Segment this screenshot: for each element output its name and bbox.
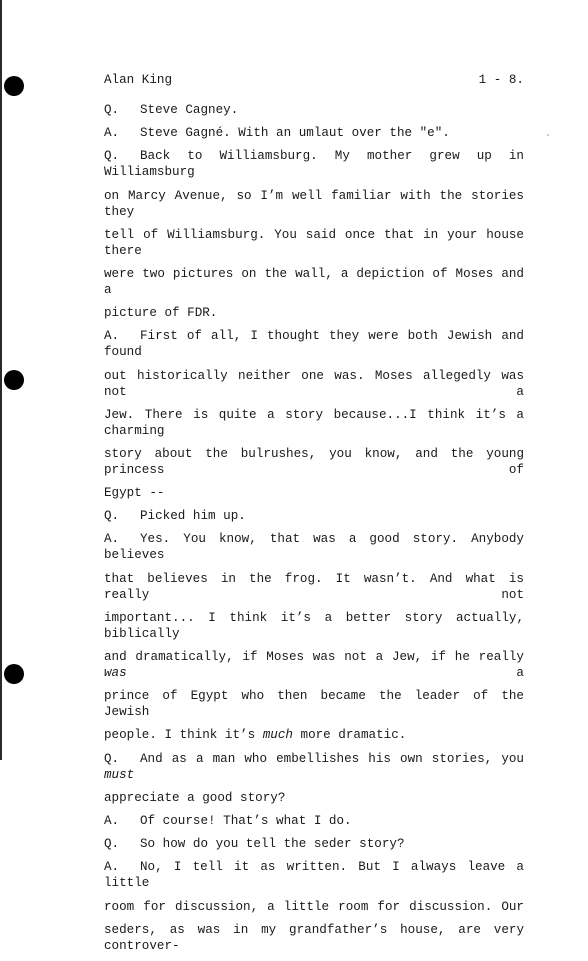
transcript-body xyxy=(104,102,524,961)
transcript-line xyxy=(104,508,524,524)
speaker-label: A. xyxy=(104,329,120,344)
transcript-line xyxy=(104,125,524,141)
line-text: were two pictures on the wall, a depiction of Moses and a xyxy=(104,266,524,297)
transcript-line xyxy=(104,266,524,298)
page-edge xyxy=(0,0,2,760)
line-text: prince of Egypt who then became the leader of the Jewish xyxy=(104,689,524,720)
speaker-label: Q. xyxy=(104,509,120,524)
line-text: Yes. You know, that was a good story. Anybody believes xyxy=(104,532,524,563)
line-text: important... I think it’s a better story actually, biblically xyxy=(104,610,524,641)
line-text: Steve Gagné. With an umlaut over the "e". xyxy=(140,126,450,141)
line-text: appreciate a good story? xyxy=(104,790,286,805)
line-text: Egypt -- xyxy=(104,486,165,501)
page-number: 1 - 8. xyxy=(478,73,524,87)
speaker-label: Q. xyxy=(104,149,120,164)
speaker-label: A. xyxy=(104,532,120,547)
transcript-line xyxy=(104,922,524,954)
transcript-line xyxy=(104,531,524,563)
line-text: people. I think it’s xyxy=(104,728,263,743)
line-text: Jew. There is quite a story because...I think it’s a charming xyxy=(104,407,524,438)
transcript-line xyxy=(104,688,524,720)
line-text: Back to Williamsburg. My mother grew up in Williamsburg xyxy=(104,149,524,180)
transcript-line xyxy=(104,328,524,360)
transcript-line xyxy=(104,836,524,852)
line-text: seders, as was in my grandfather’s house, are very controver- xyxy=(104,922,524,953)
transcript-line xyxy=(104,751,524,783)
speaker-label: Q. xyxy=(104,751,120,766)
line-text: tell of Williamsburg. You said once that in your house there xyxy=(104,227,524,258)
page-header xyxy=(104,72,524,88)
speaker-label: A. xyxy=(104,860,120,875)
speaker-label: Q. xyxy=(104,837,120,852)
transcript-line xyxy=(104,407,524,439)
binder-hole xyxy=(4,664,24,684)
line-text: Of course! That’s what I do. xyxy=(140,813,352,828)
transcript-line xyxy=(104,305,524,321)
speaker-label: Q. xyxy=(104,103,120,117)
line-text: And as a man who embellishes his own stories, you xyxy=(140,751,524,766)
transcript-line xyxy=(104,148,524,180)
line-text: a xyxy=(126,666,524,680)
line-text: on Marcy Avenue, so I’m well familiar with the stories they xyxy=(104,188,524,219)
transcript-line xyxy=(104,649,524,681)
emphasized-text: must xyxy=(104,767,135,782)
emphasized-text: much xyxy=(262,728,293,743)
scan-speck xyxy=(547,134,549,136)
transcript-line xyxy=(104,790,524,806)
transcript-line xyxy=(104,485,524,501)
line-text: First of all, I thought they were both Jewish and found xyxy=(104,329,524,360)
line-text: story about the bulrushes, you know, and the young princess of xyxy=(104,446,524,477)
interviewee-name: Alan King xyxy=(104,73,173,87)
line-text: Steve Cagney. xyxy=(140,103,239,117)
transcript-line xyxy=(104,102,524,118)
emphasized-text: was xyxy=(104,666,127,680)
speaker-label: A. xyxy=(104,126,120,141)
transcript-line xyxy=(104,446,524,478)
line-text: No, I tell it as written. But I always leave a little xyxy=(104,860,524,891)
transcript-line xyxy=(104,227,524,259)
speaker-label: A. xyxy=(104,813,120,828)
line-text: that believes in the frog. It wasn’t. And what is really not xyxy=(104,571,524,602)
transcript-line xyxy=(104,859,524,891)
transcript-line xyxy=(104,610,524,642)
binder-hole xyxy=(4,76,24,96)
transcript-line xyxy=(104,368,524,400)
line-text: and dramatically, if Moses was not a Jew, if he really xyxy=(104,650,524,664)
line-text: So how do you tell the seder story? xyxy=(140,837,405,852)
line-text: Picked him up. xyxy=(140,509,246,524)
line-text: room for discussion, a little room for discussion. Our xyxy=(104,899,524,914)
binder-hole xyxy=(4,370,24,390)
transcript-line xyxy=(104,727,524,743)
line-text: out historically neither one was. Moses allegedly was not a xyxy=(104,368,524,399)
transcript-line xyxy=(104,899,524,915)
line-text: picture of FDR. xyxy=(104,306,218,321)
transcript-line xyxy=(104,188,524,220)
transcript-line xyxy=(104,571,524,603)
line-text: more dramatic. xyxy=(292,728,407,743)
transcript-line xyxy=(104,813,524,829)
